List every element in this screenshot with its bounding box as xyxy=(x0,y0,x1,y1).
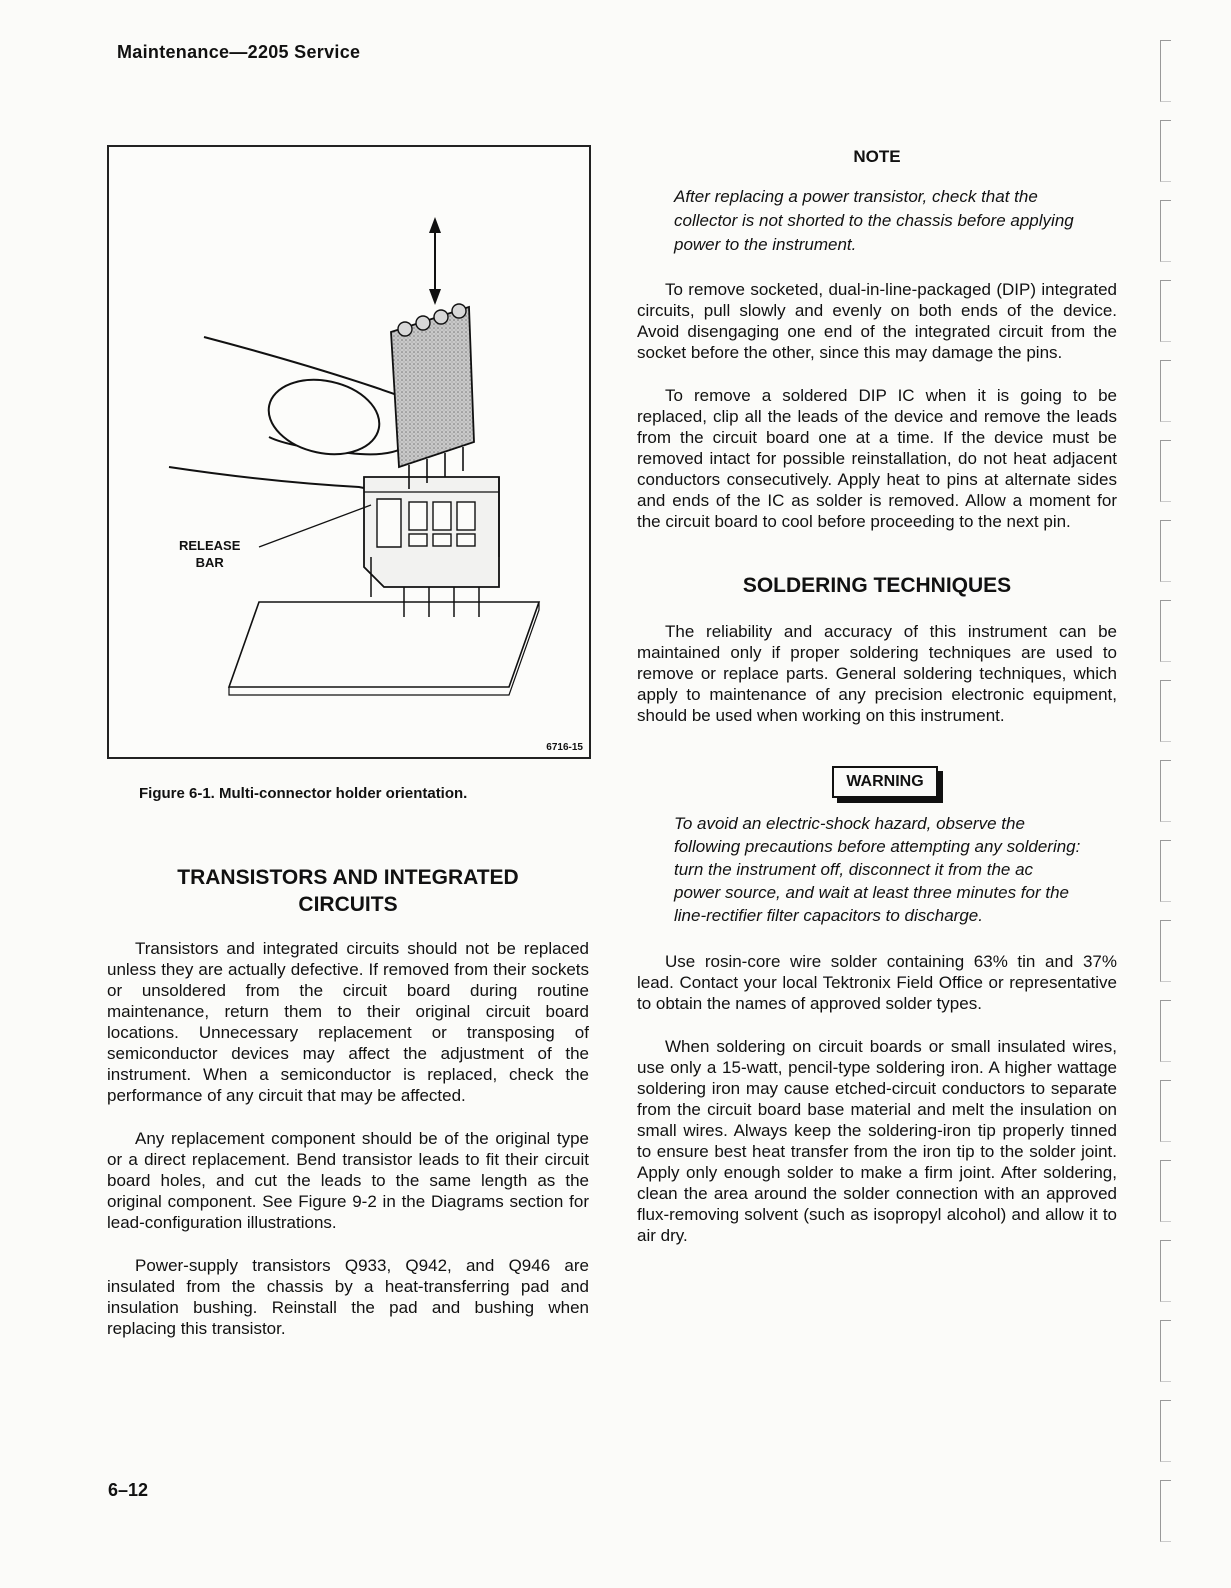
figure-id: 6716-15 xyxy=(546,742,583,753)
tab-mark xyxy=(1160,1480,1171,1542)
tab-mark xyxy=(1160,200,1171,262)
tab-mark xyxy=(1160,680,1171,742)
paragraph: When soldering on circuit boards or small insulated wires, use only a 15-watt, pencil-type soldering iron. A higher wattage soldering iron may cause etched-circuit conductors to separate from the circuit board base material and melt the insulation on small wires. Always keep the soldering-iron tip properly tinned to ensure best heat transfer from the iron tip to the solder joint. Apply only enough solder to make a firm joint. After soldering, clean the area around the solder connection with an approved flux-removing solvent (such as isopropyl alcohol) and allow it to air dry. xyxy=(637,1037,1117,1245)
tab-mark xyxy=(1160,1000,1171,1062)
paragraph: Transistors and integrated circuits should not be replaced unless they are actually defective. If removed from their sockets or unsoldered from the circuit board during routine maintenance, return them to their original circuit board locations. Unnecessary replacement or transposing of semiconductor devices may affect the adjustment of the instrument. When a semiconductor is replaced, check the performance of any circuit that may be affected. xyxy=(107,939,589,1105)
binder-tab-marks xyxy=(1160,40,1190,1560)
tab-mark xyxy=(1160,920,1171,982)
right-column xyxy=(637,145,1117,1268)
release-bar-callout: RELEASE BAR xyxy=(179,538,241,570)
paragraph: To remove a soldered DIP IC when it is going to be replaced, clip all the leads of the device and remove the leads from the circuit board one at a time. If the device must be removed intact for possible reinstallation, do not heat adjacent conductors consecutively. Apply heat to pins at alternate sides and ends of the IC as solder is removed. Allow a moment for the circuit board to cool before proceeding to the next pin. xyxy=(637,386,1117,531)
paragraph: Use rosin-core wire solder containing 63% tin and 37% lead. Contact your local Tektronix Field Office or representative to obtain the names of approved solder types. xyxy=(637,952,1117,1013)
tab-mark xyxy=(1160,440,1171,502)
tab-mark xyxy=(1160,520,1171,582)
tab-mark xyxy=(1160,600,1171,662)
figure-6-1 xyxy=(107,145,591,759)
tab-mark xyxy=(1160,360,1171,422)
tab-mark xyxy=(1160,760,1171,822)
paragraph: Any replacement component should be of the original type or a direct replacement. Bend transistor leads to fit their circuit board holes, and cut the leads to the same length as the original component. See Figure 9-2 in the Diagrams section for lead-configuration illustrations. xyxy=(107,1129,589,1232)
paragraph: To remove socketed, dual-in-line-packaged (DIP) integrated circuits, pull slowly and evenly on both ends of the device. Avoid disengaging one end of the integrated circuit from the socket before the other, since this may damage the pins. xyxy=(637,280,1117,362)
tab-mark xyxy=(1160,1320,1171,1382)
tab-mark xyxy=(1160,1240,1171,1302)
tab-mark xyxy=(1160,1160,1171,1222)
tab-mark xyxy=(1160,40,1171,102)
tab-mark xyxy=(1160,1080,1171,1142)
tab-mark xyxy=(1160,1400,1171,1462)
paragraph: Power-supply transistors Q933, Q942, and Q946 are insulated from the chassis by a heat-transferring pad and insulation bushing. Reinstall the pad and bushing when replacing this transistor. xyxy=(107,1256,589,1338)
tab-mark xyxy=(1160,280,1171,342)
note-text: After replacing a power transistor, check that the collector is not shorted to the chassis before applying power to the instrument. xyxy=(674,187,1074,254)
warning-label: WARNING xyxy=(832,766,937,798)
tab-mark xyxy=(1160,120,1171,182)
note-title: NOTE xyxy=(853,147,901,166)
warning-block xyxy=(637,766,1117,798)
warning-text: To avoid an electric-shock hazard, observe the following precautions before attempting any soldering: turn the instrument off, disconnect it from the ac power source, and wait at least three minutes for the line-rectifier filter capacitors to discharge. xyxy=(674,814,1081,925)
figure-caption: Figure 6-1. Multi-connector holder orientation. xyxy=(139,785,468,802)
page-header: Maintenance—2205 Service xyxy=(117,42,361,62)
tab-mark xyxy=(1160,840,1171,902)
section-heading-soldering: SOLDERING TECHNIQUES xyxy=(742,574,1012,597)
paragraph: The reliability and accuracy of this instrument can be maintained only if proper soldering techniques are used to remove or replace parts. General soldering techniques, which apply to maintenance of any precision electronic equipment, should be used when working on this instrument. xyxy=(637,622,1117,725)
connector-illustration xyxy=(109,147,589,757)
section-heading-transistors: TRANSISTORS AND INTEGRATED CIRCUITS xyxy=(177,866,519,916)
left-column xyxy=(107,145,589,1361)
page-number: 6–12 xyxy=(108,1480,149,1500)
